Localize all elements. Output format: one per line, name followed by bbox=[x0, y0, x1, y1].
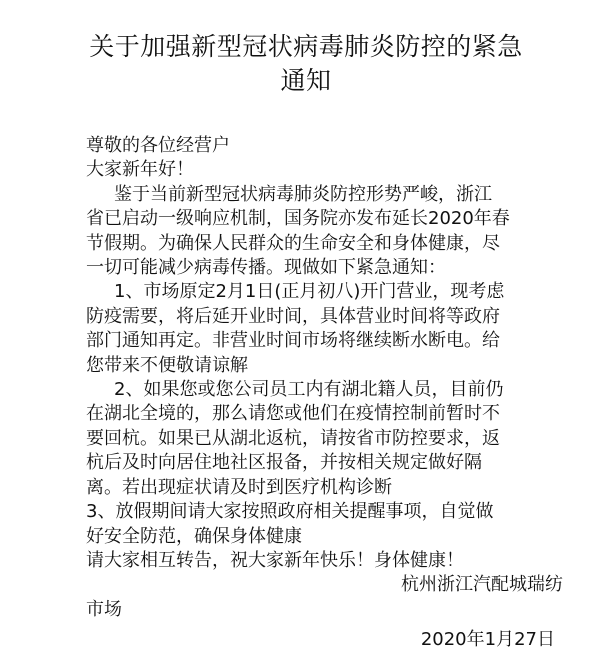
item-1-line: 您带来不便敬请谅解 bbox=[86, 354, 248, 376]
item-2-line: 在湖北全境的，那么请您或他们在疫情控制前暂时不 bbox=[86, 403, 500, 425]
greeting: 大家新年好！ bbox=[86, 159, 194, 181]
notice-title bbox=[26, 30, 586, 98]
notice-date: 2020年1月27日 bbox=[420, 629, 555, 651]
item-3-line: 好安全防范，确保身体健康 bbox=[86, 525, 302, 547]
item-2-line: 杭后及时向居住地社区报备，并按相关规定做好隔 bbox=[86, 452, 482, 474]
item-3-line: 3、放假期间请大家按照政府相关提醒事项，自觉做 bbox=[86, 501, 494, 523]
item-1-line: 部门通知再定。非营业时间市场将继续断水断电。给 bbox=[86, 330, 500, 352]
item-2-line: 离。若出现症状请及时到医疗机构诊断 bbox=[86, 476, 392, 498]
closing-line: 请大家相互转告，祝大家新年快乐！身体健康！ bbox=[86, 549, 464, 571]
signature-line-2: 市场 bbox=[86, 598, 122, 620]
paragraph-1-line: 鉴于当前新型冠状病毒肺炎防控形势严峻，浙江 bbox=[114, 183, 492, 205]
item-2-line: 2、如果您或您公司员工内有湖北籍人员，目前仍 bbox=[114, 379, 504, 401]
paragraph-1-line: 省已启动一级响应机制，国务院亦发布延长2020年春 bbox=[86, 208, 510, 230]
item-1-line: 1、市场原定2月1日(正月初八)开门营业，现考虑 bbox=[114, 281, 505, 303]
item-1-line: 防疫需要，将后延开业时间，具体营业时间将等政府 bbox=[86, 305, 500, 327]
title-line-1: 关于加强新型冠状病毒肺炎防控的紧急 bbox=[89, 32, 523, 61]
salutation: 尊敬的各位经营户 bbox=[86, 135, 230, 156]
signature-line-1: 杭州浙江汽配城瑞纺 bbox=[401, 574, 563, 596]
notice-body bbox=[86, 134, 563, 653]
paragraph-1-line: 一切可能减少病毒传播。现做如下紧急通知： bbox=[86, 257, 446, 279]
title-line-2: 通知 bbox=[280, 66, 332, 95]
paragraph-1-line: 节假期。为确保人民群众的生命安全和身体健康，尽 bbox=[86, 232, 500, 254]
item-2-line: 要回杭。如果已从湖北返杭，请按省市防控要求，返 bbox=[86, 427, 500, 449]
